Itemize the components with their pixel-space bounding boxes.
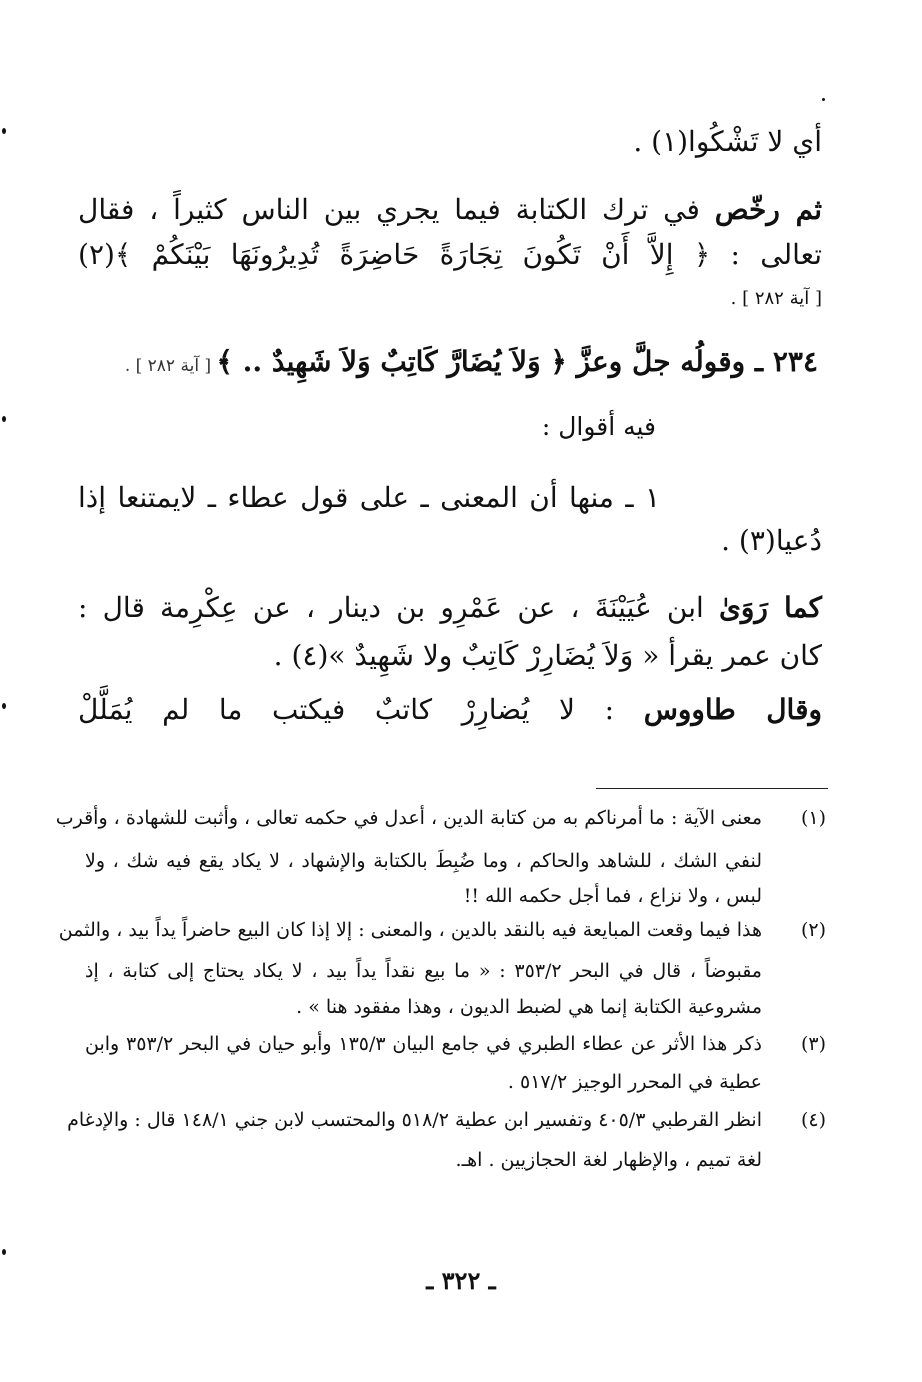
line-text: فيه أقوال : bbox=[541, 412, 656, 441]
line-lead: كما رَوَىٰ bbox=[718, 591, 822, 624]
footnote-line: مشروعية الكتابة إنما هي لضبط الديون ، وهذا مفقود هنا » . bbox=[296, 996, 762, 1018]
footnote-number: (١) bbox=[800, 807, 826, 829]
page-number: ـ ٣٢٢ ـ bbox=[426, 1266, 496, 1295]
footnote-line: عطية في المحرر الوجيز ٥١٧/٢ . bbox=[507, 1071, 762, 1093]
body-line bbox=[78, 586, 822, 630]
line-lead: وقال طاووس bbox=[643, 693, 822, 726]
body-line bbox=[78, 688, 822, 732]
line-lead: ثم رخّص bbox=[714, 193, 822, 226]
scan-mark bbox=[822, 98, 825, 101]
line-text: تعالى : ﴿ إِلاَّ أَنْ تَكُونَ تِجَارَةً حَاضِرَةً تُدِيرُونَهَا بَيْنَكُمْ ﴾(٢) bbox=[78, 238, 822, 271]
body-line bbox=[78, 634, 822, 678]
footnote-line: لنفي الشك ، للشاهد والحاكم ، وما ضُبِطَ بالكتابة والإشهاد ، لا يكاد يقع فيه شك ، ولا bbox=[85, 850, 762, 872]
body-line bbox=[78, 476, 660, 520]
line-text: دُعيا(٣) . bbox=[721, 524, 822, 557]
footnote-number: (٤) bbox=[800, 1109, 826, 1131]
line-text: أي لا تَشْكُوا(١) . bbox=[633, 125, 822, 158]
body-line bbox=[78, 188, 822, 232]
footnote-line: ذكر هذا الأثر عن عطاء الطبري في جامع البيان ١٣٥/٣ وأبو حيان في البحر ٣٥٣/٢ وابن bbox=[85, 1033, 763, 1055]
footnote-line: معنى الآية : ما أمرناكم به من كتابة الدين ، أعدل في حكمه تعالى ، وأثبت للشهادة ، وأقرب bbox=[55, 807, 762, 829]
scan-mark bbox=[2, 128, 6, 134]
scan-mark bbox=[2, 416, 6, 422]
line-text: ابن عُيَيْنَةَ ، عن عَمْرِو بن دينار ، عن عِكْرِمة قال : bbox=[78, 591, 719, 624]
body-line bbox=[78, 405, 656, 449]
scan-mark bbox=[2, 703, 6, 709]
line-text: كان عمر يقرأ « وَلاَ يُضَارِرْ كَاتِبٌ ولا شَهِيدٌ »(٤) . bbox=[273, 639, 822, 672]
footnote-line: انظر القرطبي ٤٠٥/٣ وتفسير ابن عطية ٥١٨/٢ والمحتسب لابن جني ١٤٨/١ قال : والإدغام bbox=[67, 1109, 762, 1131]
line-text: في ترك الكتابة فيما يجري بين الناس كثيراً ، فقال bbox=[78, 193, 715, 226]
scan-mark bbox=[2, 1249, 6, 1255]
verse-ref: [ آية ٢٨٢ ] . bbox=[124, 356, 217, 376]
body-line bbox=[78, 233, 822, 277]
section-heading: ٢٣٤ ـ وقولُه جلَّ وعزَّ ﴿ وَلاَ يُضَارَّ كَاتِبٌ وَلاَ شَهِيدٌ .. ﴾ bbox=[216, 345, 818, 378]
body-line bbox=[78, 340, 818, 388]
body-line bbox=[78, 519, 822, 563]
footnote-number: (٢) bbox=[800, 919, 826, 941]
body-line bbox=[78, 284, 822, 314]
footnote-number: (٣) bbox=[800, 1033, 826, 1055]
footnote-line: لغة تميم ، والإظهار لغة الحجازيين . اهـ. bbox=[455, 1149, 762, 1171]
line-text: : لا يُضارِرْ كاتبٌ فيكتب ما لم يُمَلَّلْ bbox=[78, 693, 644, 726]
verse-ref: [ آية ٢٨٢ ] . bbox=[730, 288, 822, 309]
footnote-separator bbox=[596, 788, 828, 789]
footnote-line: هذا فيما وقعت المبايعة فيه بالنقد بالدين ، والمعنى : إلا إذا كان البيع حاضراً يداً بيد ، والثمن bbox=[58, 919, 762, 941]
body-line bbox=[78, 120, 822, 164]
footnote-line: مقبوضاً ، قال في البحر ٣٥٣/٢ : « ما بيع نقداً يداً بيد ، لا يكاد يحتاج إلى كتابة ، إذ bbox=[85, 960, 762, 982]
footnote-line: لبس ، ولا نزاع ، فما أجل حكمه الله !! bbox=[463, 885, 762, 907]
line-text: ١ ـ منها أن المعنى ـ على قول عطاء ـ لايمتنعا إذا bbox=[78, 481, 660, 514]
